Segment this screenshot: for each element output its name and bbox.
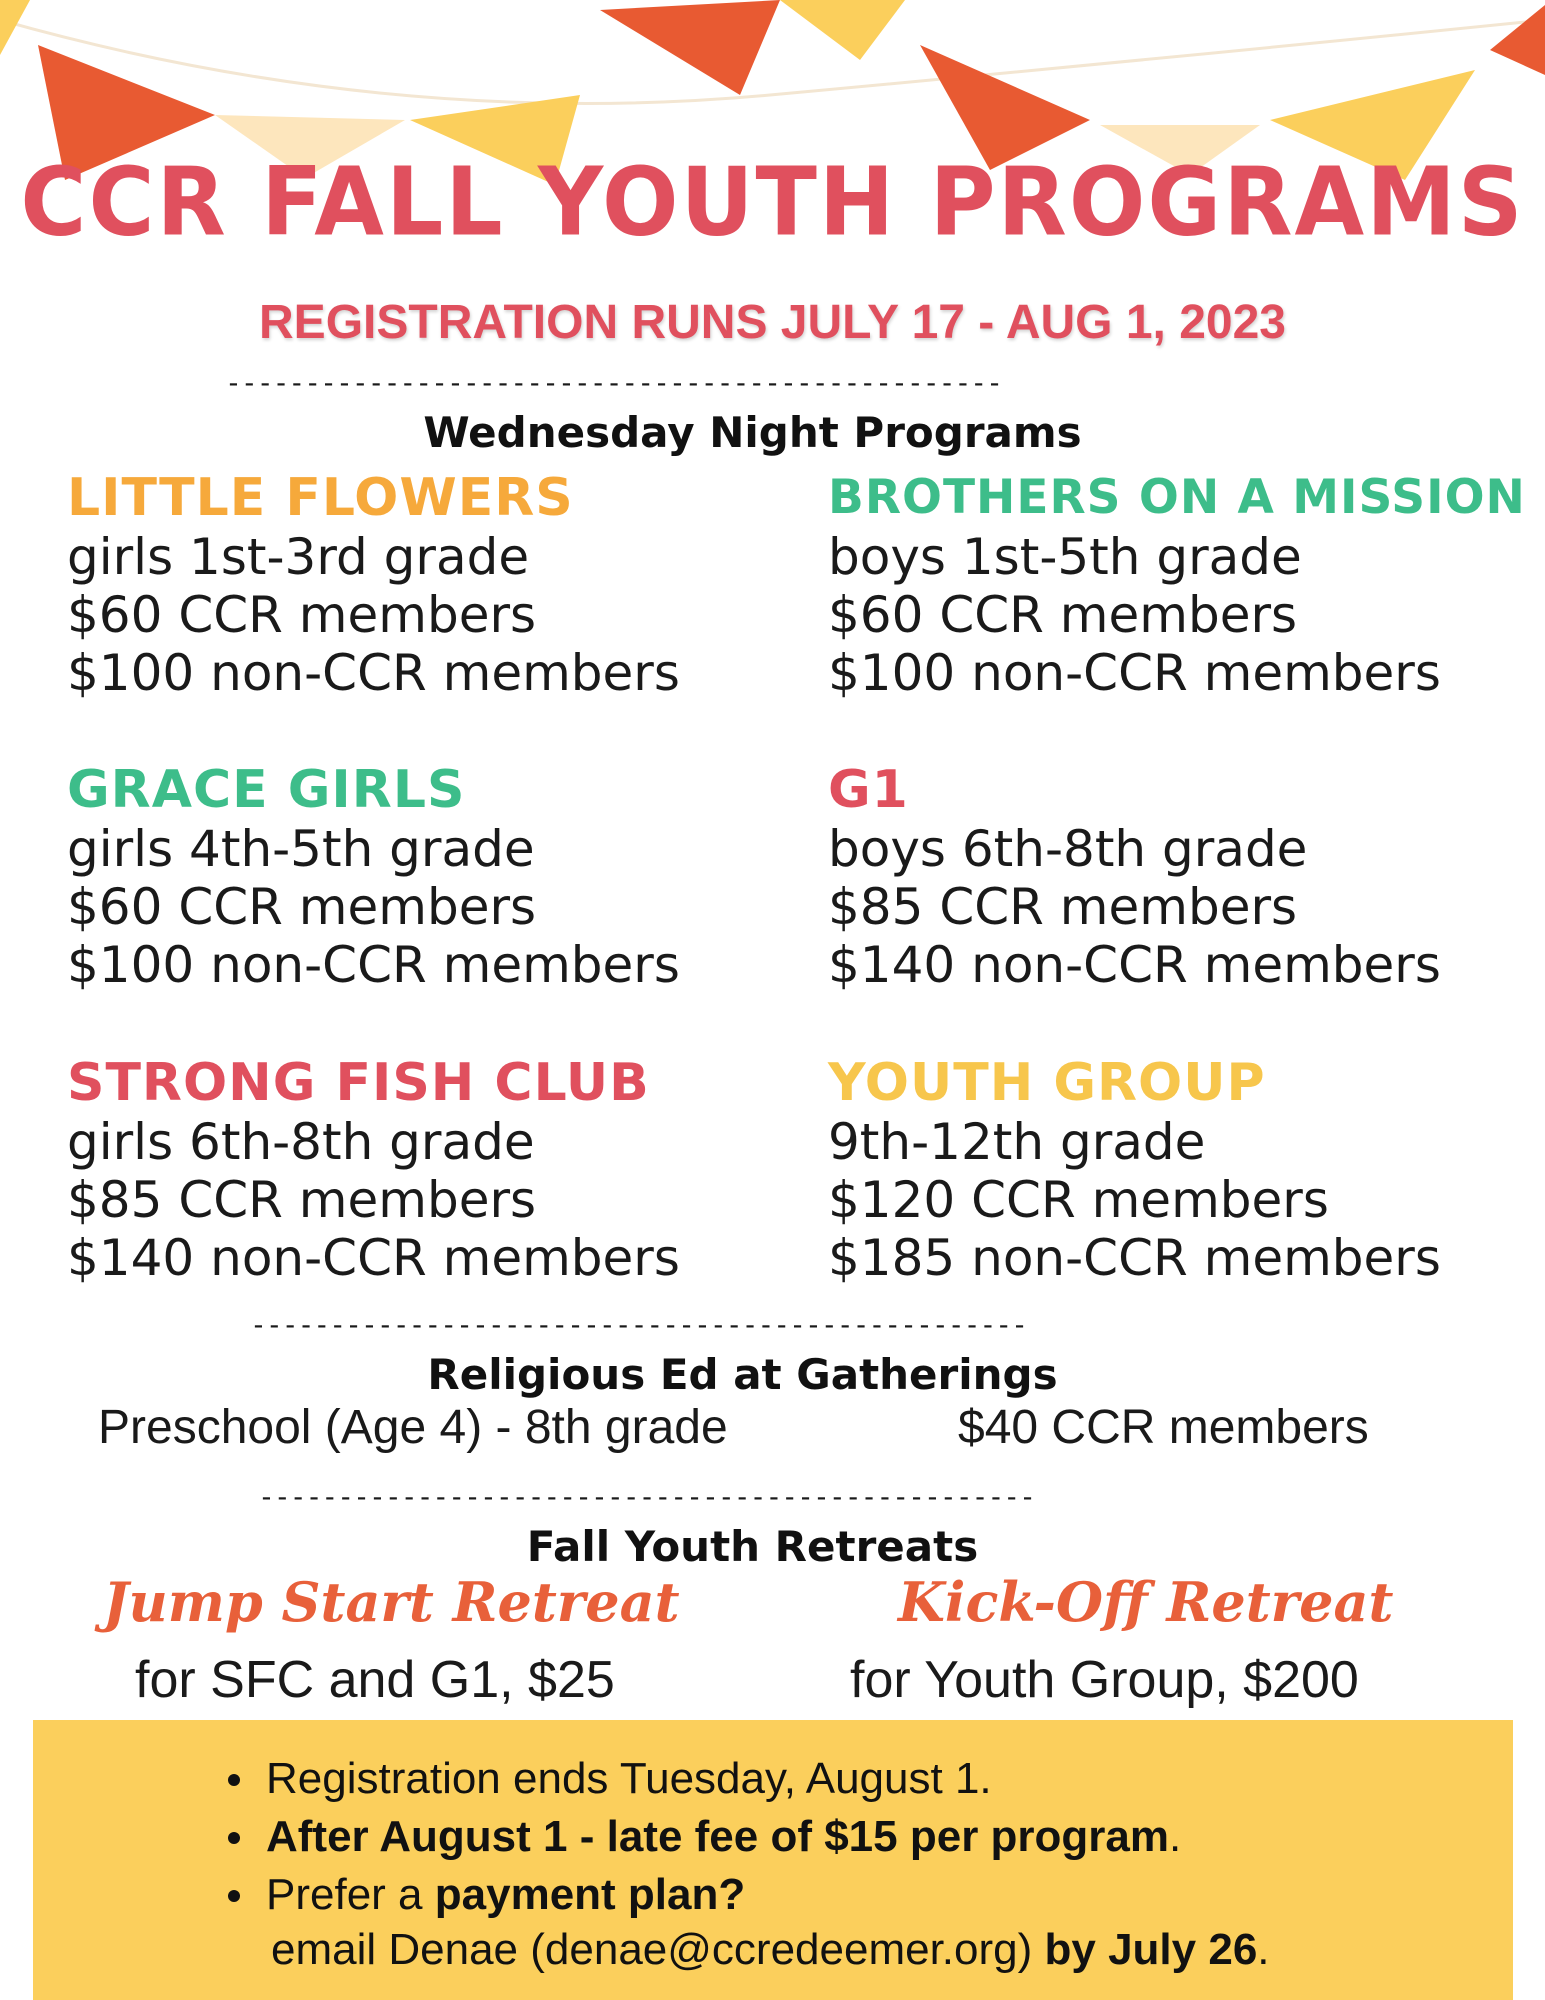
nonmember-price: $185 non-CCR members bbox=[828, 1229, 1441, 1287]
program-strong-fish-club bbox=[67, 1053, 767, 1287]
notice-text: . bbox=[1257, 1925, 1270, 1974]
religious-ed-heading: Religious Ed at Gatherings bbox=[427, 1350, 1058, 1399]
program-audience: girls 1st-3rd grade bbox=[67, 528, 530, 586]
religious-ed-ages: Preschool (Age 4) - 8th grade bbox=[98, 1401, 728, 1454]
nonmember-price: $100 non-CCR members bbox=[67, 936, 680, 994]
wednesday-heading: Wednesday Night Programs bbox=[423, 408, 1082, 457]
member-price: $60 CCR members bbox=[67, 586, 537, 644]
program-name: G1 bbox=[828, 760, 909, 820]
bullet-icon bbox=[228, 1774, 240, 1786]
member-price: $60 CCR members bbox=[828, 586, 1298, 644]
page-title: CCR FALL YOUTH PROGRAMS bbox=[20, 147, 1525, 258]
notice-item bbox=[266, 1870, 745, 1920]
notice-item-continued bbox=[271, 1925, 1270, 1975]
bullet-icon bbox=[228, 1832, 240, 1844]
notice-item bbox=[266, 1754, 992, 1804]
program-brothers-on-a-mission bbox=[828, 468, 1528, 702]
divider: ------------------------------------------------- bbox=[225, 368, 1003, 398]
program-little-flowers bbox=[67, 468, 767, 702]
program-audience: girls 6th-8th grade bbox=[67, 1113, 535, 1171]
bunting-flag bbox=[600, 0, 780, 95]
religious-ed-price: $40 CCR members bbox=[958, 1401, 1369, 1454]
nonmember-price: $100 non-CCR members bbox=[828, 644, 1441, 702]
nonmember-price: $140 non-CCR members bbox=[67, 1229, 680, 1287]
program-name: STRONG FISH CLUB bbox=[67, 1053, 650, 1113]
program-audience: girls 4th-5th grade bbox=[67, 820, 535, 878]
nonmember-price: $100 non-CCR members bbox=[67, 644, 680, 702]
program-name: GRACE GIRLS bbox=[67, 760, 466, 820]
notice-text: . bbox=[1169, 1812, 1182, 1861]
program-name: YOUTH GROUP bbox=[828, 1053, 1266, 1113]
member-price: $60 CCR members bbox=[67, 878, 537, 936]
bunting-string bbox=[0, 20, 1545, 103]
retreat-detail-kick-off: for Youth Group, $200 bbox=[850, 1651, 1359, 1709]
divider: ------------------------------------------------- bbox=[250, 1310, 1028, 1340]
retreat-name-jump-start: Jump Start Retreat bbox=[103, 1570, 680, 1634]
member-price: $85 CCR members bbox=[828, 878, 1298, 936]
email-contact-text: email Denae (denae@ccredeemer.org) bbox=[271, 1925, 1045, 1974]
program-audience: boys 6th-8th grade bbox=[828, 820, 1308, 878]
retreat-detail-jump-start: for SFC and G1, $25 bbox=[135, 1651, 615, 1709]
program-audience: 9th-12th grade bbox=[828, 1113, 1206, 1171]
program-name: BROTHERS ON A MISSION bbox=[828, 470, 1526, 525]
program-grace-girls bbox=[67, 760, 767, 994]
bunting-flag bbox=[780, 0, 905, 60]
member-price: $85 CCR members bbox=[67, 1171, 537, 1229]
late-fee-text: After August 1 - late fee of $15 per program bbox=[266, 1812, 1170, 1861]
notice-text: Prefer a bbox=[266, 1870, 435, 1919]
retreats-heading: Fall Youth Retreats bbox=[526, 1522, 979, 1571]
bullet-icon bbox=[228, 1890, 240, 1902]
program-name: LITTLE FLOWERS bbox=[67, 468, 574, 528]
nonmember-price: $140 non-CCR members bbox=[828, 936, 1441, 994]
registration-notice bbox=[33, 1720, 1513, 2000]
program-audience: boys 1st-5th grade bbox=[828, 528, 1302, 586]
payment-plan-text: payment plan? bbox=[434, 1870, 746, 1919]
program-g1 bbox=[828, 760, 1528, 994]
divider: ------------------------------------------------- bbox=[258, 1482, 1036, 1512]
deadline-text: by July 26 bbox=[1044, 1925, 1258, 1974]
program-youth-group bbox=[828, 1053, 1528, 1287]
member-price: $120 CCR members bbox=[828, 1171, 1329, 1229]
registration-dates: REGISTRATION RUNS JULY 17 - AUG 1, 2023 bbox=[259, 296, 1286, 349]
notice-text: Registration ends Tuesday, August 1. bbox=[266, 1754, 992, 1803]
bunting-flag bbox=[1490, 5, 1545, 75]
retreat-name-kick-off: Kick-Off Retreat bbox=[898, 1570, 1394, 1634]
notice-item bbox=[266, 1812, 1181, 1862]
